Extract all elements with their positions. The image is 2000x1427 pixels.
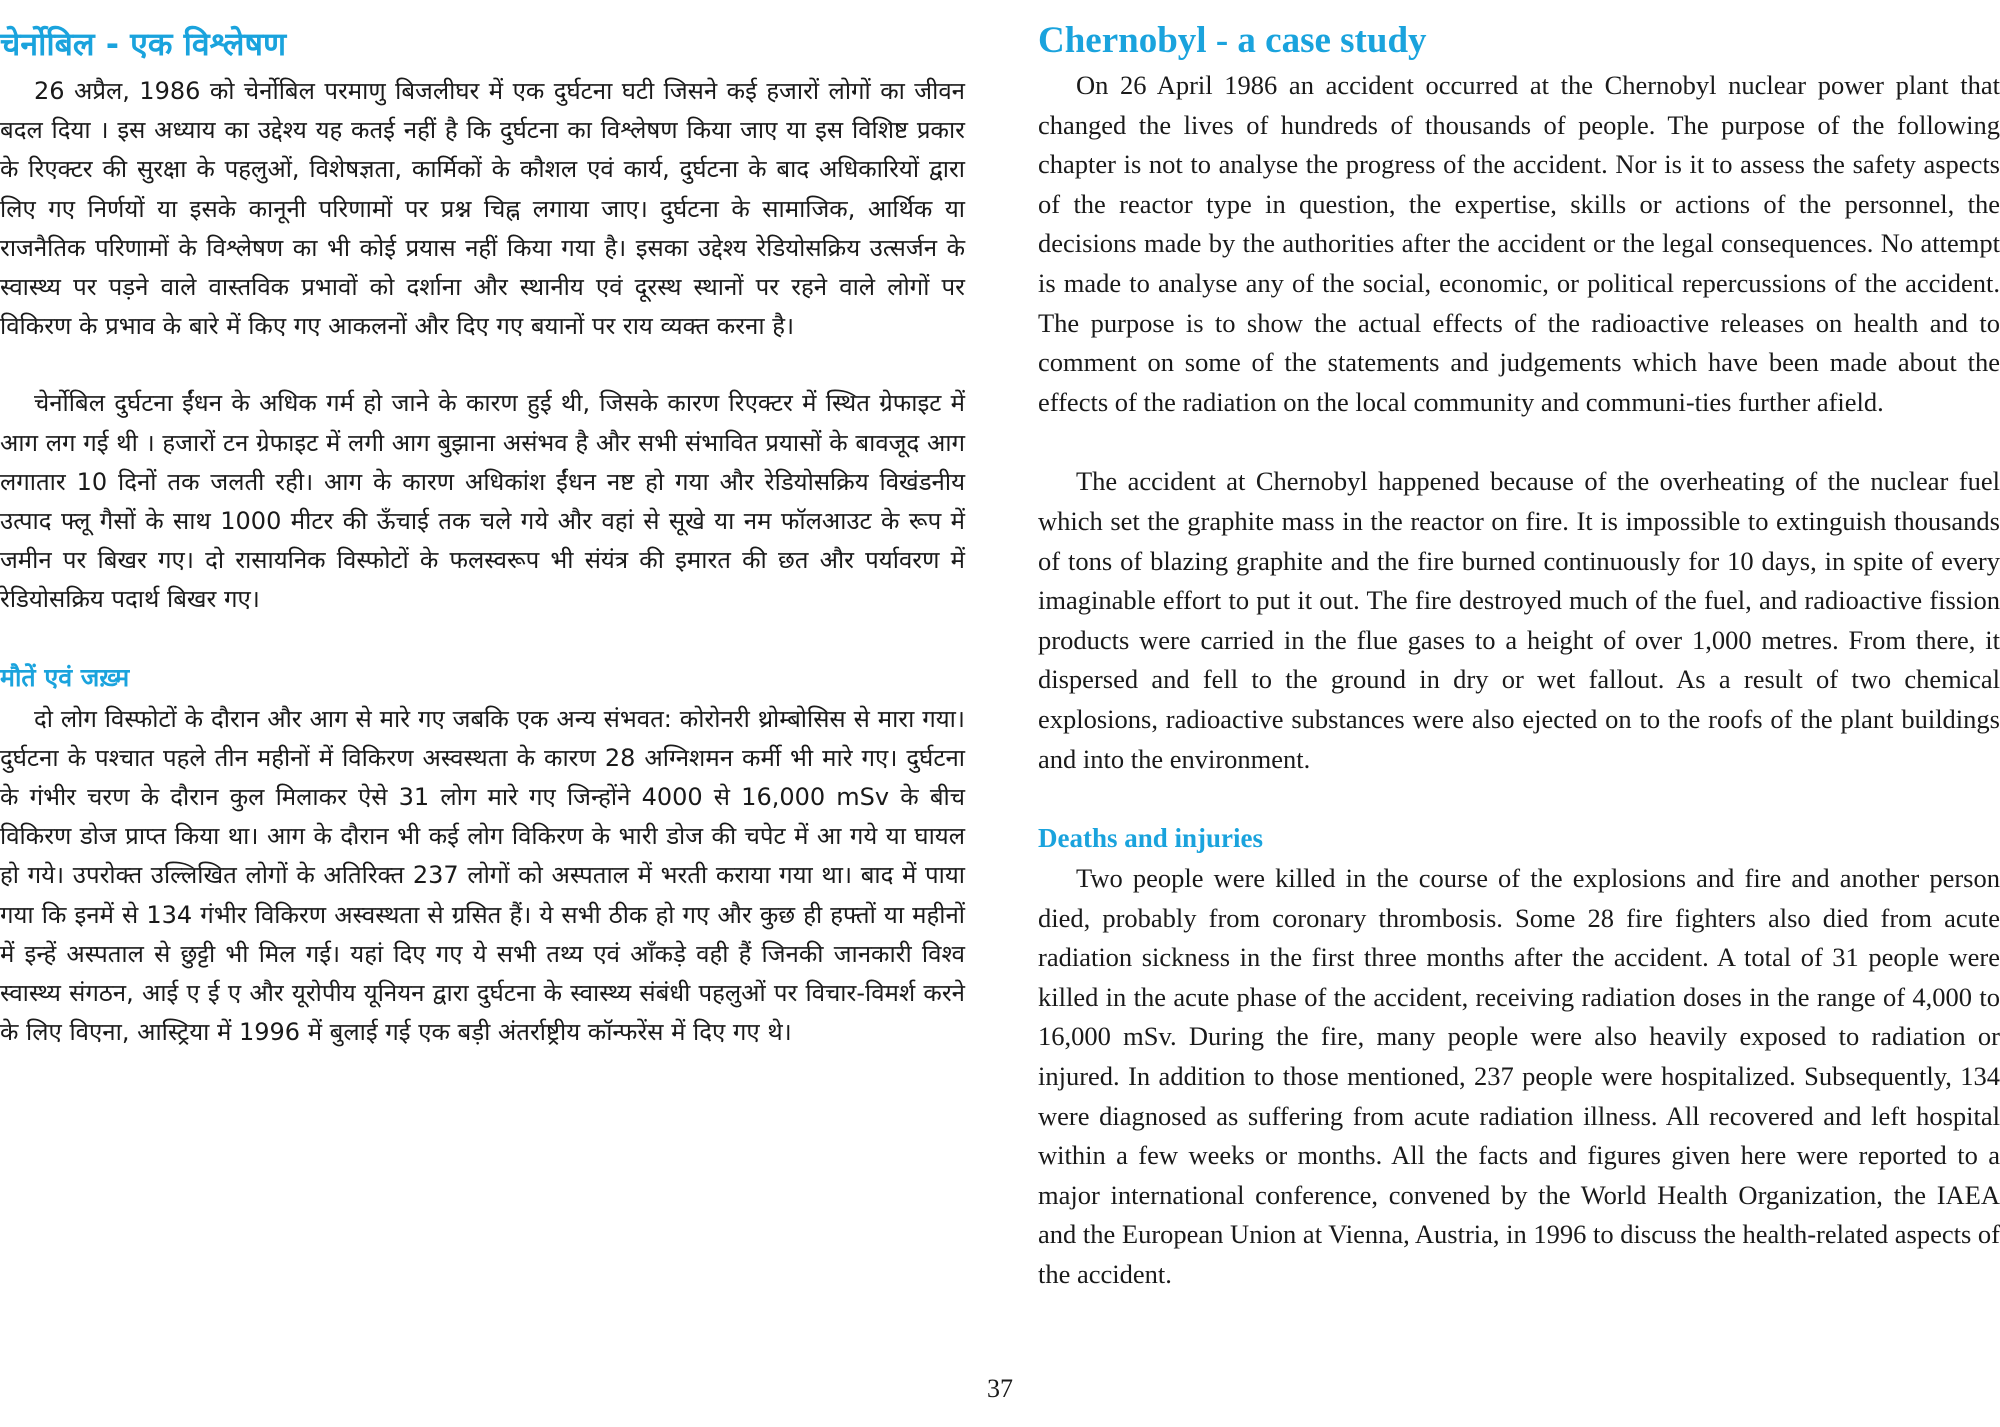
hindi-column [0,0,965,1052]
page-number: 37 [987,1374,1013,1403]
english-paragraph-1: On 26 April 1986 an accident occurred at the Chernobyl nuclear power plant that changed the lives of hundreds of thousands of people. The purpose of the following chapter is not to analyse the progress of the accident. Nor is it to assess the safety aspects of the reactor type in question, the expertise, skills or actions of the personnel, the decisions made by the authorities after the accident or the legal consequences. No attempt is made to analyse any of the social, economic, or political repercussions of the accident. The purpose is to show the actual effects of the radioactive releases on health and to comment on some of the statements and judgements which have been made about the effects of the radiation on the local community and communi-ties further afield. [1038,70,2000,417]
hindi-paragraph-2: चेर्नोबिल दुर्घटना ईंधन के अधिक गर्म हो जाने के कारण हुई थी, जिसके कारण रिएक्टर में स्थित ग्रेफाइट में आग लग गई थी । हजारों टन ग्रेफाइट में लगी आग बुझाना असंभव है और सभी संभावित प्रयासों के बावजूद आग लगातार 10 दिनों तक जलती रही। आग के कारण अधिकांश ईंधन नष्ट हो गया और रेडियोसक्रिय विखंडनीय उत्पाद फ्लू गैसों के साथ 1000 मीटर की ऊँचाई तक चले गये और वहां से सूखे या नम फॉलआउट के रूप में जमीन पर बिखर गए। दो रासायनिक विस्फोटों के फलस्वरूप भी संयंत्र की इमारत की छत और पर्यावरण में रेडियोसक्रिय पदार्थ बिखर गए। [0,389,965,614]
english-paragraph-2: The accident at Chernobyl happened because of the overheating of the nuclear fuel which set the graphite mass in the reactor on fire. It is impossible to extinguish thousands of tons of blazing graphite and the fire burned continuously for 10 days, in spite of every imaginable effort to put it out. The fire destroyed much of the fuel, and radioactive fission products were carried in the flue gases to a height of over 1,000 metres. From there, it dispersed and fell to the ground in dry or wet fallout. As a result of two chemical explosions, radioactive substances were also ejected on to the roofs of the plant buildings and into the environment. [1038,466,2000,774]
hindi-paragraph-3: दो लोग विस्फोटों के दौरान और आग से मारे गए जबकि एक अन्य संभवत: कोरोनरी थ्रोम्बोसिस से मारा गया। दुर्घटना के पश्चात पहले तीन महीनों में विकिरण अस्वस्थता के कारण 28 अग्निशमन कर्मी भी मारे गए। दुर्घटना के गंभीर चरण के दौरान कुल मिलाकर ऐसे 31 लोग मारे गए जिन्होंने 4000 से 16,000 mSv के बीच विकिरण डोज प्राप्त किया था। आग के दौरान भी कई लोग विकिरण के भारी डोज की चपेट में आ गये या घायल हो गये। उपरोक्त उल्लिखित लोगों के अतिरिक्त 237 लोगों को अस्पताल में भरती कराया गया था। बाद में पाया गया कि इनमें से 134 गंभीर विकिरण अस्वस्थता से ग्रसित हैं। ये सभी ठीक हो गए और कुछ ही हफ्तों या महीनों में इन्हें अस्पताल से छुट्टी भी मिल गई। यहां दिए गए ये सभी तथ्य एवं आँकड़े वही हैं जिनकी जानकारी विश्व स्वास्थ्य संगठन, आई ए ई ए और यूरोपीय यूनियन द्वारा दुर्घटना के स्वास्थ्य संबंधी पहलुओं पर विचार-विमर्श करने के लिए विएना, आस्ट्रिया में 1996 में बुलाई गई एक बड़ी अंतर्राष्ट्रीय कॉन्फरेंस में दिए गए थे। [0,704,965,1047]
hindi-title: चेर्नोबिल - एक विश्लेषण [0,25,287,63]
hindi-subheading: मौतें एवं जख़्म [0,662,130,692]
english-title: Chernobyl - a case study [1038,20,1427,61]
hindi-paragraph-1: 26 अप्रैल, 1986 को चेर्नोबिल परमाणु बिजलीघर में एक दुर्घटना घटी जिसने कई हजारों लोगों का जीवन बदल दिया । इस अध्याय का उद्देश्य यह कतई नहीं है कि दुर्घटना का विश्लेषण किया जाए या इस विशिष्ट प्रकार के रिएक्टर की सुरक्षा के पहलुओं, विशेषज्ञता, कार्मिकों के कौशल एवं कार्य, दुर्घटना के बाद अधिकारियों द्वारा लिए गए निर्णयों या इसके कानूनी परिणामों पर प्रश्न चिह्न लगाया जाए। दुर्घटना के सामाजिक, आर्थिक या राजनैतिक परिणामों के विश्लेषण का भी कोई प्रयास नहीं किया गया है। इसका उद्देश्य रेडियोसक्रिय उत्सर्जन के स्वास्थ्य पर पड़ने वाले वास्तविक प्रभावों को दर्शाना और स्थानीय एवं दूरस्थ स्थानों पर रहने वाले लोगों पर विकिरण के प्रभाव के बारे में किए गए आकलनों और दिए गए बयानों पर राय व्यक्त करना है। [0,77,965,341]
english-paragraph-3: Two people were killed in the course of the explosions and fire and another person died, probably from coronary thrombosis. Some 28 fire fighters also died from acute radiation sickness in the first three months after the accident. A total of 31 people were killed in the acute phase of the accident, receiving radiation doses in the range of 4,000 to 16,000 mSv. During the fire, many people were also heavily exposed to radiation or injured. In addition to those mentioned, 237 people were hospitalized. Subsequently, 134 were diagnosed as suffering from acute radiation illness. All recovered and left hospital within a few weeks or months. All the facts and figures given here were reported to a major international conference, convened by the World Health Organization, the IAEA and the European Union at Vienna, Austria, in 1996 to discuss the health-related aspects of the accident. [1038,863,2000,1290]
english-column [1038,0,2000,1295]
english-subheading: Deaths and injuries [1038,823,1264,854]
